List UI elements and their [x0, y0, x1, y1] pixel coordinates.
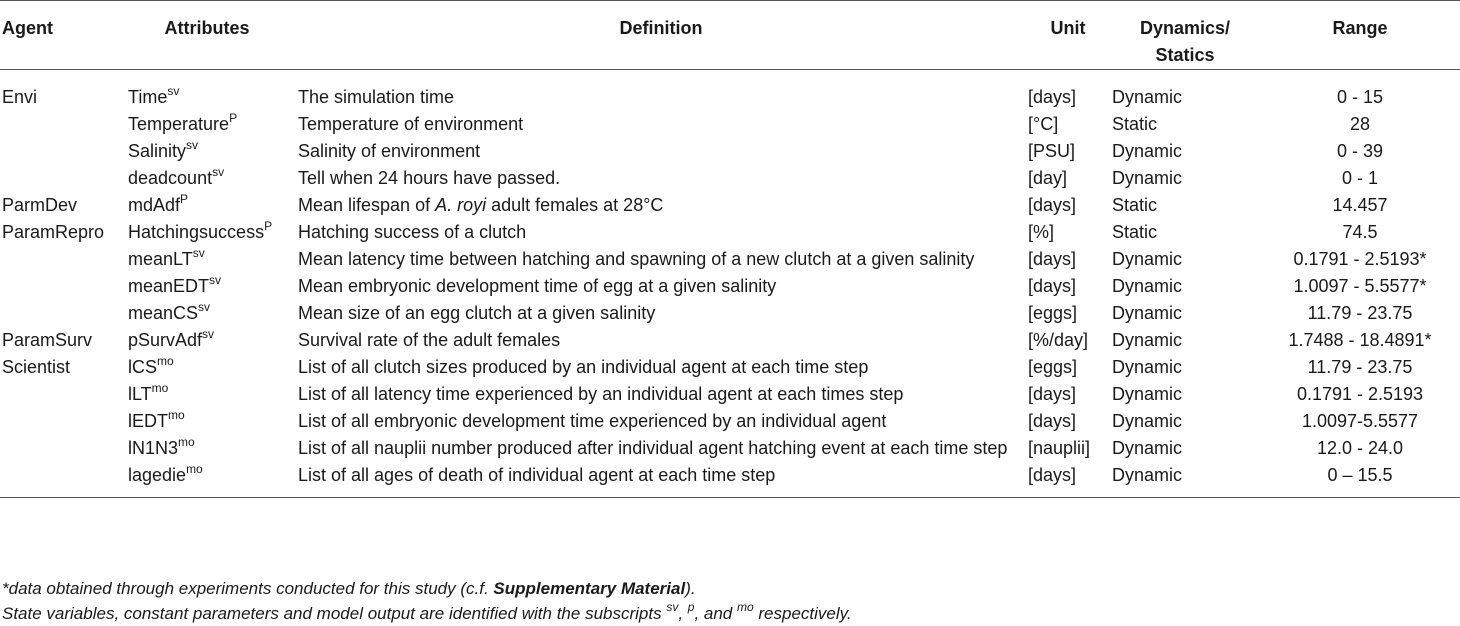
cell-agent: ParamSurv — [2, 330, 93, 350]
cell-unit: [eggs] — [1028, 303, 1078, 323]
cell-definition — [296, 327, 1026, 354]
footnote-2-text-d: respectively. — [753, 604, 852, 623]
cell-dynamics: Dynamic — [1112, 438, 1183, 458]
attribute-name: pSurvAdf — [128, 330, 203, 350]
cell-unit: [days] — [1028, 384, 1077, 404]
cell-agent: Scientist — [2, 357, 71, 377]
attribute-superscript: sv — [209, 273, 222, 287]
cell-definition — [296, 300, 1026, 327]
footnote-experimental-data — [2, 576, 852, 601]
cell-range: 0 - 1 — [1341, 168, 1379, 188]
cell-definition — [296, 70, 1026, 112]
cell-range: 0 - 15 — [1336, 87, 1384, 107]
footnote-2-text-a: State variables, constant parameters and model output are identified with the subscripts — [2, 604, 667, 623]
definition-text: Temperature of environment — [298, 114, 524, 134]
cell-definition — [296, 246, 1026, 273]
table-row — [0, 219, 1460, 246]
header-attributes: Attributes — [164, 18, 250, 38]
cell-range: 11.79 - 23.75 — [1307, 357, 1413, 377]
cell-attribute — [118, 273, 296, 300]
definition-text: List of all embryonic development time experienced by an individual agent — [298, 411, 887, 431]
cell-agent — [0, 138, 118, 165]
table-row — [0, 462, 1460, 498]
cell-attribute — [118, 408, 296, 435]
table-row — [0, 246, 1460, 273]
cell-dynamics: Dynamic — [1112, 411, 1183, 431]
attribute-superscript: mo — [168, 408, 185, 422]
cell-agent — [0, 408, 118, 435]
definition-text: List of all nauplii number produced after individual agent hatching event at each time step — [298, 438, 1008, 458]
attribute-superscript: mo — [178, 435, 195, 449]
cell-dynamics: Static — [1112, 222, 1158, 242]
table-header — [0, 1, 1460, 70]
table-body — [0, 70, 1460, 498]
cell-range: 11.79 - 23.75 — [1307, 303, 1413, 323]
header-dynamics-line2: Statics — [1155, 45, 1215, 65]
definition-italic: A. royi — [435, 195, 487, 215]
definition-text: The simulation time — [298, 87, 455, 107]
table-footnotes — [2, 576, 852, 626]
attribute-name: deadcount — [128, 168, 213, 188]
cell-dynamics: Dynamic — [1112, 168, 1183, 188]
table-row — [0, 327, 1460, 354]
cell-range: 74.5 — [1342, 222, 1378, 242]
cell-attribute — [118, 246, 296, 273]
cell-definition — [296, 435, 1026, 462]
header-unit: Unit — [1050, 18, 1086, 38]
table-row — [0, 273, 1460, 300]
cell-definition — [296, 165, 1026, 192]
cell-dynamics: Dynamic — [1112, 276, 1183, 296]
footnote-1-bold: Supplementary Material — [493, 579, 686, 598]
cell-attribute — [118, 300, 296, 327]
cell-dynamics: Dynamic — [1112, 465, 1183, 485]
cell-unit: [days] — [1028, 411, 1077, 431]
cell-definition — [296, 462, 1026, 498]
cell-agent — [0, 435, 118, 462]
attribute-superscript: mo — [186, 462, 203, 476]
cell-attribute — [118, 138, 296, 165]
cell-attribute — [118, 111, 296, 138]
attribute-name: meanCS — [128, 303, 199, 323]
footnote-2-sup-mo: mo — [737, 600, 754, 615]
cell-unit: [eggs] — [1028, 357, 1078, 377]
attribute-superscript: sv — [192, 246, 205, 260]
attribute-name: lN1N3 — [128, 438, 179, 458]
definition-text: Mean size of an egg clutch at a given salinity — [298, 303, 656, 323]
cell-unit: [days] — [1028, 249, 1077, 269]
definition-text: List of all clutch sizes produced by an individual agent at each time step — [298, 357, 869, 377]
attribute-name: lLT — [128, 384, 152, 404]
table-row — [0, 435, 1460, 462]
cell-attribute — [118, 435, 296, 462]
cell-dynamics: Dynamic — [1112, 303, 1183, 323]
attribute-name: meanEDT — [128, 276, 210, 296]
cell-range: 12.0 - 24.0 — [1316, 438, 1404, 458]
footnote-subscripts — [2, 601, 852, 626]
attribute-name: Hatchingsuccess — [128, 222, 265, 242]
cell-agent — [0, 381, 118, 408]
header-agent: Agent — [2, 18, 53, 38]
attribute-name: mdAdf — [128, 195, 181, 215]
table-row — [0, 381, 1460, 408]
cell-range: 0.1791 - 2.5193 — [1296, 384, 1424, 404]
table-row — [0, 138, 1460, 165]
cell-unit: [PSU] — [1028, 141, 1076, 161]
cell-attribute — [118, 381, 296, 408]
cell-unit: [day] — [1028, 168, 1068, 188]
cell-agent: ParamRepro — [2, 222, 105, 242]
cell-unit: [days] — [1028, 465, 1077, 485]
cell-attribute — [118, 219, 296, 246]
attribute-superscript: sv — [198, 300, 211, 314]
cell-unit: [%] — [1028, 222, 1055, 242]
cell-attribute — [118, 327, 296, 354]
cell-definition — [296, 381, 1026, 408]
cell-dynamics: Dynamic — [1112, 384, 1183, 404]
attribute-superscript: P — [180, 192, 189, 206]
cell-dynamics: Dynamic — [1112, 249, 1183, 269]
cell-definition — [296, 354, 1026, 381]
cell-attribute — [118, 165, 296, 192]
cell-agent: ParmDev — [2, 195, 78, 215]
cell-agent: Envi — [2, 87, 38, 107]
footnote-2-sup-p: p — [687, 600, 695, 615]
cell-definition — [296, 192, 1026, 219]
header-definition: Definition — [619, 18, 703, 38]
cell-definition — [296, 408, 1026, 435]
definition-text: List of all latency time experienced by an individual agent at each times step — [298, 384, 904, 404]
footnote-1-text: *data obtained through experiments conducted for this study (c.f. — [2, 579, 494, 598]
cell-attribute — [118, 462, 296, 498]
cell-range: 0.1791 - 2.5193* — [1293, 249, 1427, 269]
cell-unit: [%/day] — [1028, 330, 1089, 350]
cell-range: 1.7488 - 18.4891* — [1288, 330, 1432, 350]
attribute-name: Temperature — [128, 114, 230, 134]
cell-agent — [0, 165, 118, 192]
attribute-superscript: sv — [186, 138, 199, 152]
cell-unit: [days] — [1028, 87, 1077, 107]
table-row — [0, 300, 1460, 327]
cell-unit: [nauplii] — [1028, 438, 1091, 458]
attribute-superscript: sv — [202, 327, 215, 341]
footnote-2-sup-sv: sv — [666, 600, 679, 615]
cell-dynamics: Dynamic — [1112, 141, 1183, 161]
attribute-superscript: P — [264, 219, 273, 233]
cell-agent — [0, 273, 118, 300]
cell-definition — [296, 111, 1026, 138]
footnote-2-text-c: , and — [694, 604, 737, 623]
cell-attribute — [118, 192, 296, 219]
definition-text: Mean embryonic development time of egg at a given salinity — [298, 276, 777, 296]
cell-agent — [0, 111, 118, 138]
definition-text: Survival rate of the adult females — [298, 330, 561, 350]
cell-range: 14.457 — [1332, 195, 1388, 215]
cell-attribute — [118, 354, 296, 381]
header-dynamics — [1110, 1, 1260, 70]
footnote-1-end: ). — [685, 579, 696, 598]
definition-text: Mean latency time between hatching and spawning of a new clutch at a given salinity — [298, 249, 975, 269]
cell-range: 0 - 39 — [1336, 141, 1384, 161]
attribute-superscript: sv — [212, 165, 225, 179]
cell-unit: [°C] — [1028, 114, 1059, 134]
attribute-superscript: mo — [157, 354, 174, 368]
attribute-name: meanLT — [128, 249, 193, 269]
cell-dynamics: Dynamic — [1112, 357, 1183, 377]
cell-dynamics: Static — [1112, 114, 1158, 134]
attribute-name: Salinity — [128, 141, 187, 161]
table-row — [0, 354, 1460, 381]
attribute-name: lagedie — [128, 465, 187, 485]
footnote-2-text-b: , — [678, 604, 688, 623]
table-row — [0, 165, 1460, 192]
cell-attribute — [118, 70, 296, 112]
definition-text-after: adult females at 28°C — [486, 195, 664, 215]
table-row — [0, 408, 1460, 435]
attribute-superscript: P — [229, 111, 238, 125]
cell-dynamics: Dynamic — [1112, 330, 1183, 350]
cell-unit: [days] — [1028, 195, 1077, 215]
cell-definition — [296, 138, 1026, 165]
cell-agent — [0, 300, 118, 327]
header-dynamics-line1: Dynamics/ — [1139, 18, 1231, 38]
table-row — [0, 192, 1460, 219]
attribute-name: lCS — [128, 357, 158, 377]
cell-unit: [days] — [1028, 276, 1077, 296]
cell-range: 0 – 15.5 — [1327, 465, 1393, 485]
table-row — [0, 111, 1460, 138]
definition-text: Tell when 24 hours have passed. — [298, 168, 561, 188]
definition-text: Mean lifespan of — [298, 195, 436, 215]
definition-text: Salinity of environment — [298, 141, 481, 161]
cell-range: 1.0097 - 5.5577* — [1293, 276, 1427, 296]
cell-range: 28 — [1349, 114, 1371, 134]
cell-definition — [296, 273, 1026, 300]
cell-dynamics: Dynamic — [1112, 87, 1183, 107]
cell-agent — [0, 246, 118, 273]
header-range: Range — [1332, 18, 1388, 38]
cell-agent — [0, 462, 118, 498]
definition-text: List of all ages of death of individual agent at each time step — [298, 465, 776, 485]
attribute-name: Time — [128, 87, 168, 107]
attribute-name: lEDT — [128, 411, 168, 431]
table-row — [0, 70, 1460, 112]
cell-range: 1.0097-5.5577 — [1301, 411, 1419, 431]
cell-dynamics: Static — [1112, 195, 1158, 215]
definition-text: Hatching success of a clutch — [298, 222, 527, 242]
attribute-superscript: mo — [151, 381, 169, 395]
header-row — [0, 1, 1460, 70]
attribute-superscript: sv — [167, 84, 180, 98]
cell-definition — [296, 219, 1026, 246]
